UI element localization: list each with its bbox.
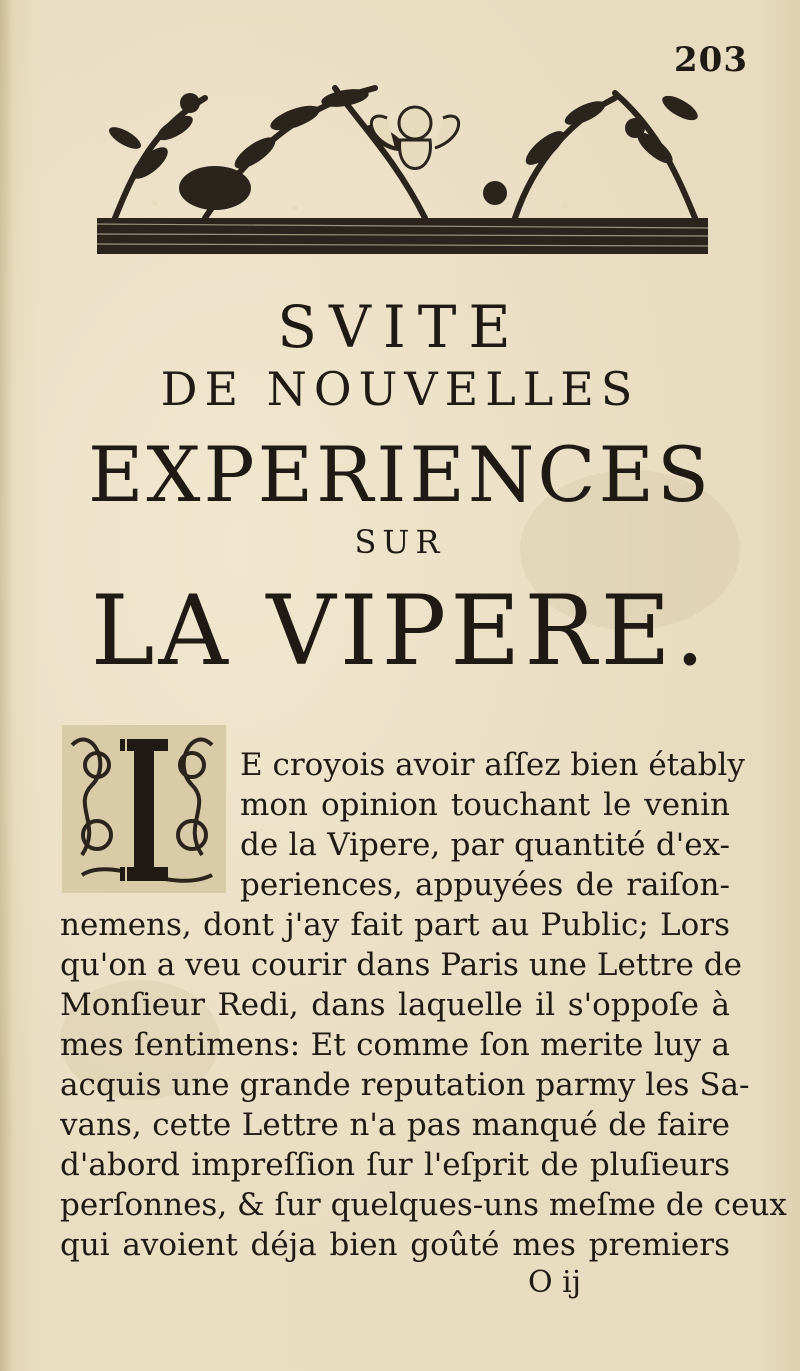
title-line-5: LA VIPERE. xyxy=(90,575,710,687)
body-line: mes ſentimens: Et comme ſon merite luy a xyxy=(60,1027,730,1063)
body-line: vans, cette Lettre n'a pas manqué de faire xyxy=(60,1107,730,1143)
body-line: E croyois avoir aſſez bien étably xyxy=(240,747,745,783)
body-line: mon opinion touchant le venin xyxy=(240,787,730,823)
page-number: 203 xyxy=(674,40,748,80)
body-line: de la Vipere, par quantité d'ex- xyxy=(240,827,730,863)
body-line: acquis une grande reputation parmy les Sa- xyxy=(60,1067,750,1103)
body-line: nemens, dont j'ay fait part au Public; Lors xyxy=(60,907,730,943)
body-line: periences, appuyées de raiſon- xyxy=(240,867,730,903)
body-line: qu'on a veu courir dans Paris une Lettre de xyxy=(60,947,742,983)
body-line: perſonnes, & ſur quelques-uns meſme de ceux xyxy=(60,1187,787,1223)
body-line: d'abord impreſſion ſur l'eſprit de pluſieurs xyxy=(60,1147,730,1183)
title-line-2: DE NOUVELLES xyxy=(160,362,640,416)
woodcut-headpiece-icon xyxy=(95,68,710,258)
title-line-4: SUR xyxy=(354,523,446,561)
body-line: qui avoient déja bien goûté mes premiers xyxy=(60,1227,730,1263)
title-line-3: EXPERIENCES xyxy=(87,430,713,519)
ornamental-initial-icon xyxy=(62,725,226,893)
title-line-1: SVITE xyxy=(277,293,523,361)
catchword: O ij xyxy=(528,1265,582,1300)
body-line: Monſieur Redi, dans laquelle il s'oppoſe à xyxy=(60,987,730,1023)
